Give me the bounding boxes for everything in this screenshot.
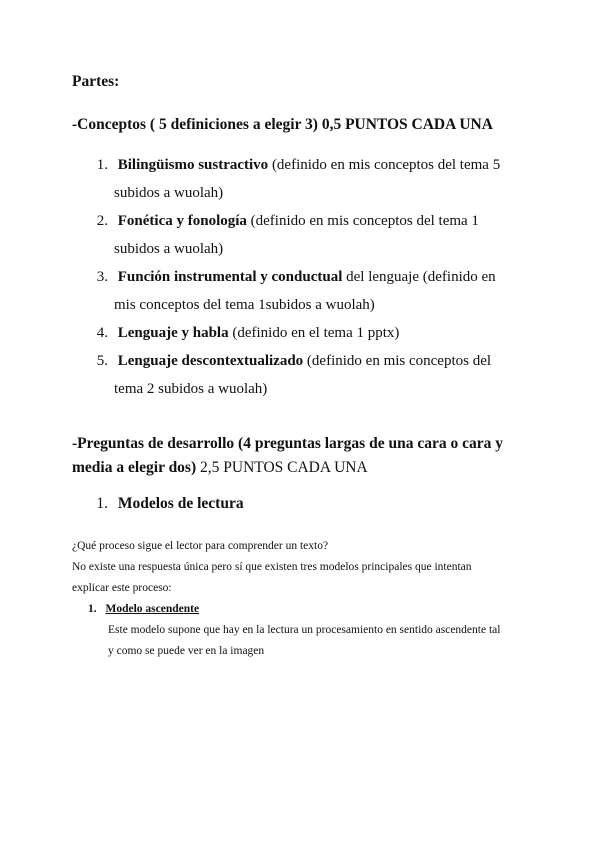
concept-item-3 (88, 263, 496, 319)
concept-term: Bilingüismo sustractivo (117, 157, 269, 173)
concept-desc: (definido en mis conceptos del tema 1 (246, 213, 479, 229)
concept-desc-cont: subidos a wuolah) (114, 185, 224, 201)
sub-item-body-line2: y como se puede ver en la imagen (108, 645, 265, 657)
concept-item-1 (88, 151, 500, 207)
concept-item-5 (88, 347, 491, 403)
concept-desc: (definido en mis conceptos del (303, 353, 492, 369)
section-desarrollo-line1: -Preguntas de desarrollo (4 preguntas largas de una cara o cara y (72, 435, 503, 452)
section-desarrollo-line2-bold: media a elegir dos) (72, 459, 197, 476)
paragraph-question: ¿Qué proceso sigue el lector para comprender un texto? (72, 540, 329, 552)
concept-term: Lenguaje y habla (117, 325, 229, 341)
concept-term: Función instrumental y conductual (117, 269, 343, 285)
list-number: 3. (96, 269, 108, 285)
concept-item-2 (88, 207, 479, 263)
sub-item-number: 1. (88, 603, 97, 615)
concept-term: Lenguaje descontextualizado (117, 353, 304, 369)
paragraph-intro-line1: No existe una respuesta única pero sí que existen tres modelos principales que intentan (72, 561, 472, 573)
section-conceptos-heading (72, 116, 493, 134)
paragraph-intro-line2: explicar este proceso: (72, 582, 172, 594)
concept-item-4 (88, 319, 399, 347)
concept-desc-cont: subidos a wuolah) (114, 241, 224, 257)
list-number: 5. (96, 353, 108, 369)
heading-partes: Partes: (72, 73, 120, 90)
list-number: 1. (96, 495, 108, 512)
sub-item-1-body (108, 620, 500, 662)
concept-desc: del lenguaje (definido en (342, 269, 496, 285)
list-number: 2. (96, 213, 108, 229)
paragraph-intro (72, 557, 472, 599)
concept-desc-cont: tema 2 subidos a wuolah) (114, 381, 268, 397)
section-conceptos-text: -Conceptos ( 5 definiciones a elegir 3) 0,5 PUNTOS CADA UNA (72, 116, 493, 133)
concept-desc-cont: mis conceptos del tema 1subidos a wuolah) (114, 297, 375, 313)
section-desarrollo-heading (72, 432, 503, 480)
sub-item-1 (88, 599, 199, 620)
list-number: 4. (96, 325, 108, 341)
section-desarrollo-line2-rest: 2,5 PUNTOS CADA UNA (196, 459, 368, 476)
concept-desc: (definido en mis conceptos del tema 5 (268, 157, 501, 173)
sub-item-body-line1: Este modelo supone que hay en la lectura un procesamiento en sentido ascendente tal (108, 624, 501, 636)
list-number: 1. (96, 157, 108, 173)
concept-term: Fonética y fonología (117, 213, 247, 229)
question-title: Modelos de lectura (117, 495, 244, 512)
concept-desc: (definido en el tema 1 pptx) (228, 325, 400, 341)
sub-item-title: Modelo ascendente (105, 603, 200, 615)
question-1-heading (88, 495, 244, 513)
